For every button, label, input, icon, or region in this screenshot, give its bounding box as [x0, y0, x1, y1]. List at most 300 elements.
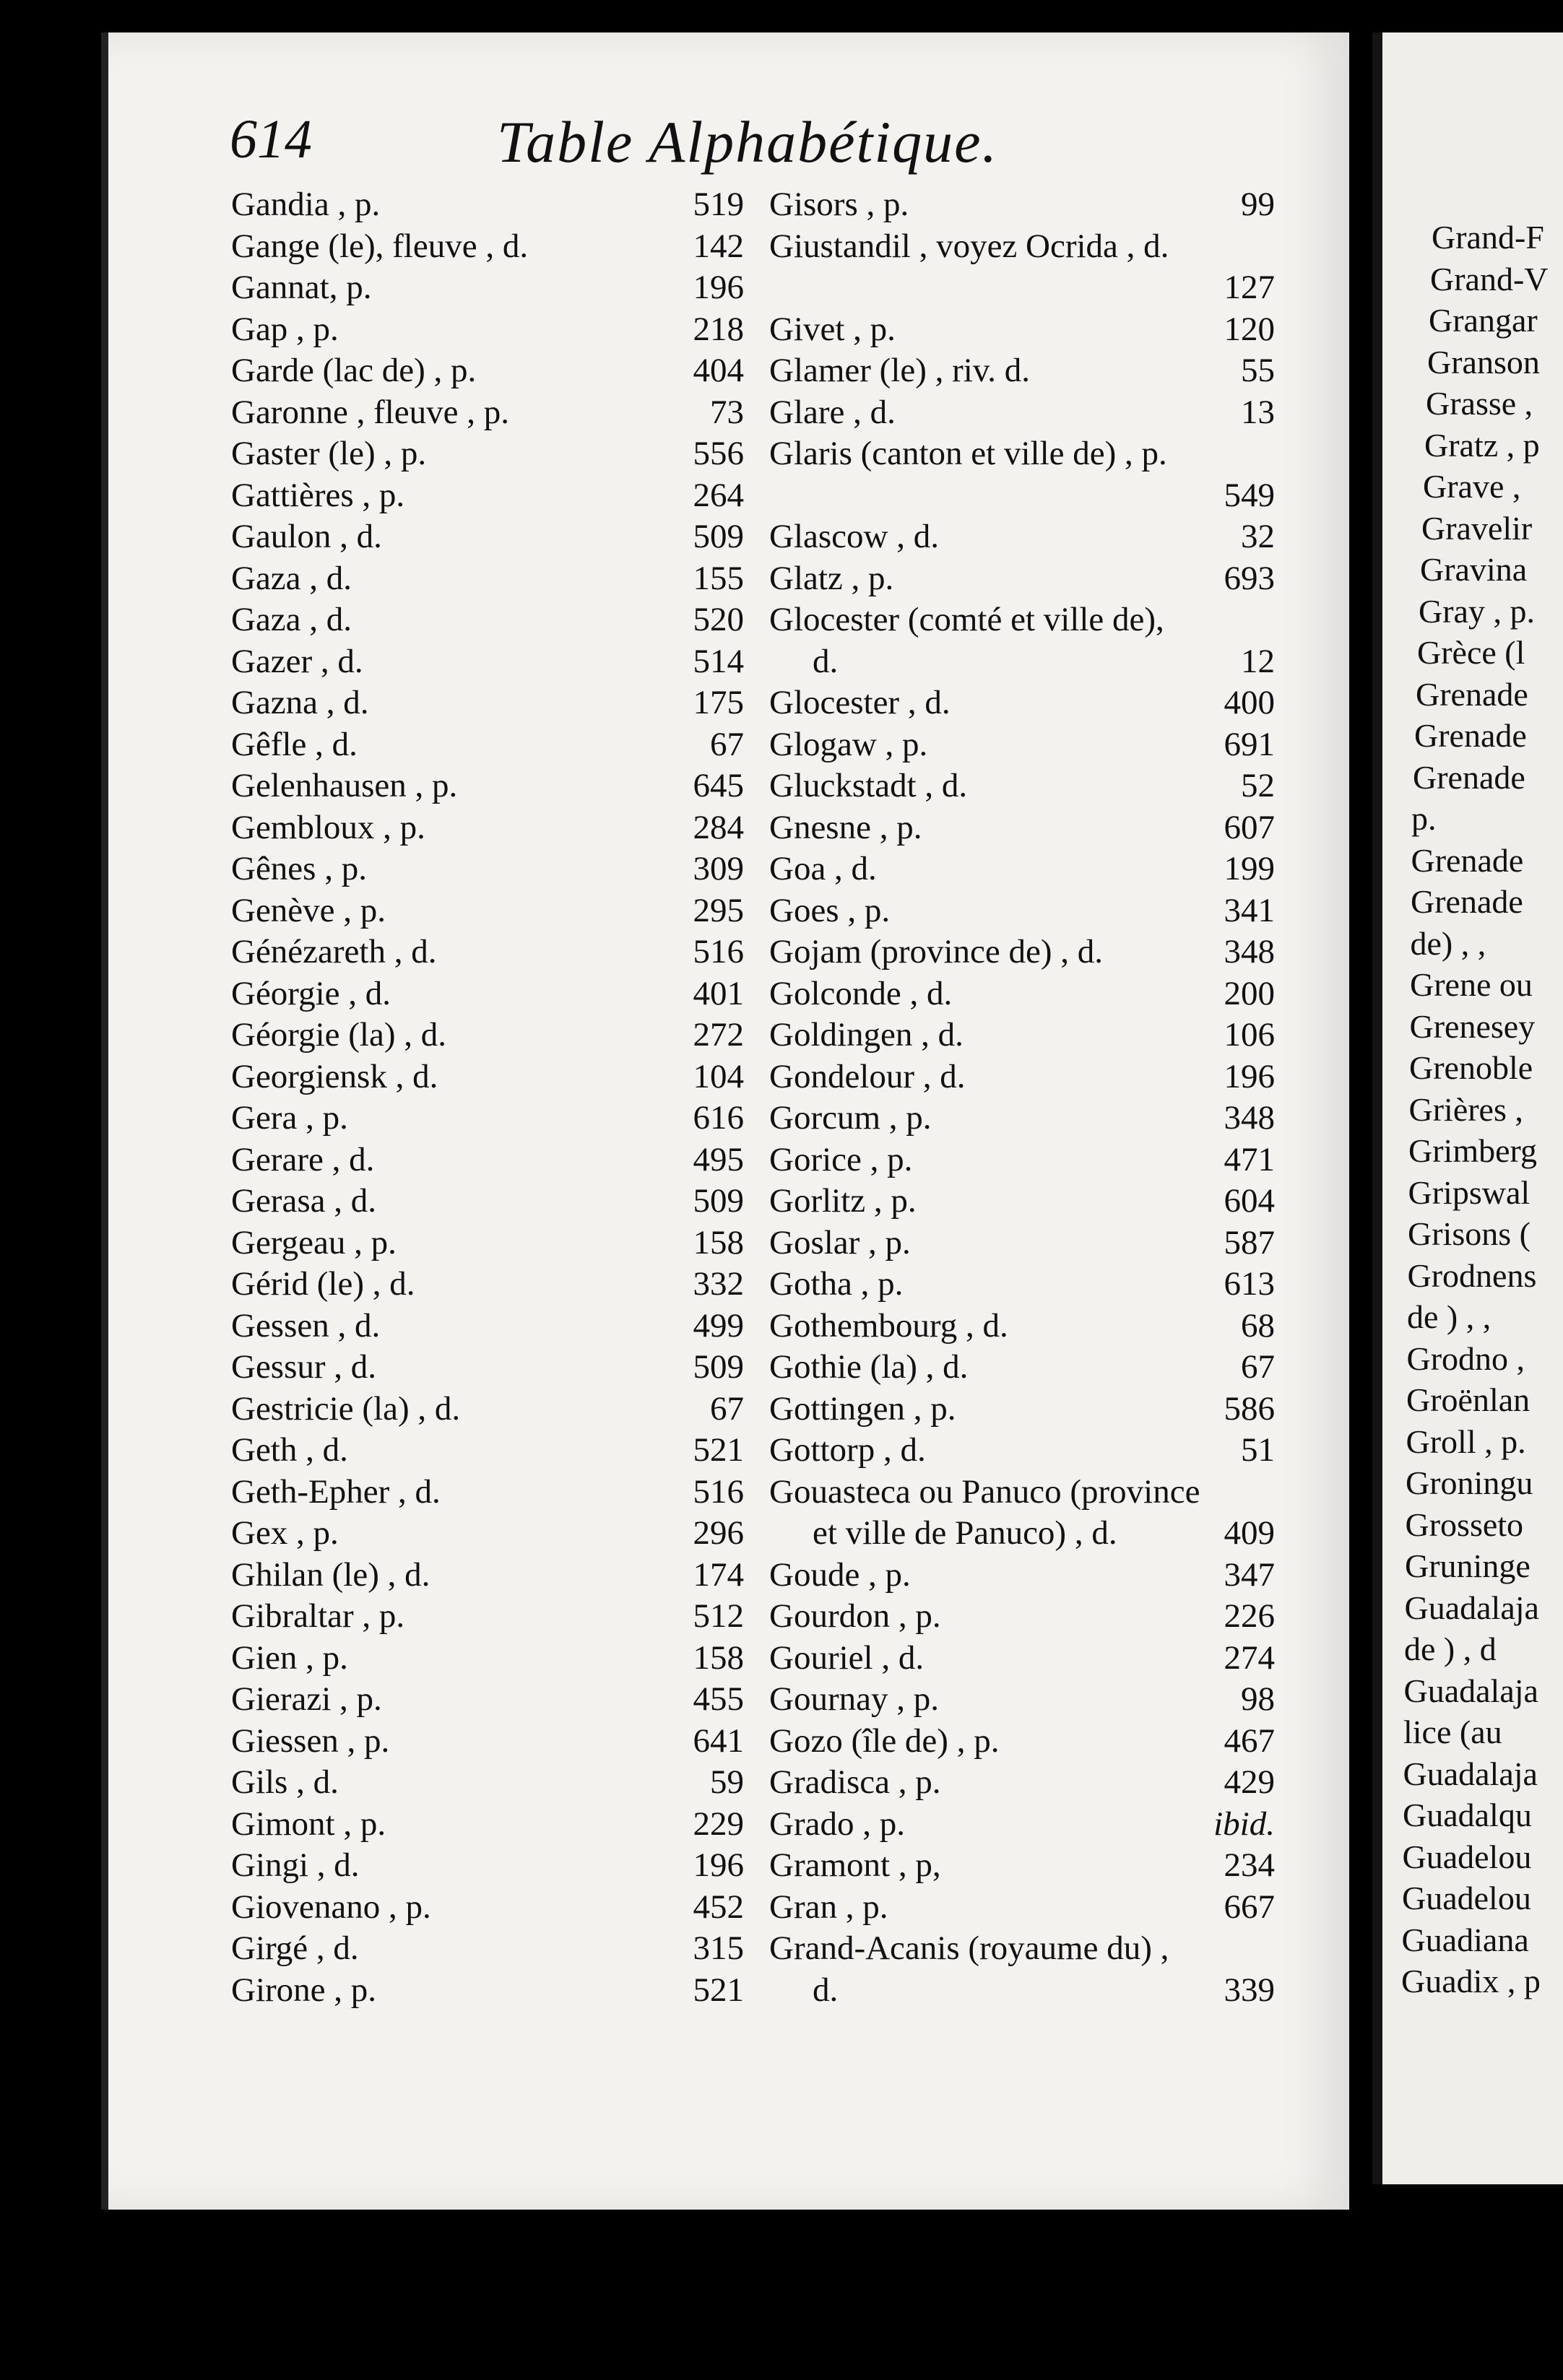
index-entry	[231, 392, 744, 434]
right-page-entry-fragment: Gravina	[1420, 551, 1528, 588]
right-page-entry-fragment: Guadalqu	[1403, 1797, 1532, 1833]
index-entry	[769, 890, 1275, 932]
index-entry	[231, 1430, 744, 1472]
index-column-left	[231, 184, 744, 2011]
entry-name: Grado , p.	[769, 1804, 905, 1843]
entry-name: Gorice , p.	[769, 1140, 913, 1178]
entry-page-number: 509	[693, 1182, 744, 1220]
entry-name: Gimont , p.	[231, 1804, 386, 1843]
right-page-entry-fragment: de ) , d	[1404, 1630, 1497, 1667]
index-entry	[769, 1347, 1275, 1389]
index-entry	[769, 1804, 1275, 1846]
index-entry	[769, 1056, 1275, 1098]
entry-name: Gierazi , p.	[231, 1680, 382, 1718]
entry-page-number: 155	[693, 559, 744, 597]
entry-name: Giessen , p.	[231, 1721, 390, 1760]
right-page-entry-fragment: Groënlan	[1406, 1381, 1530, 1418]
index-entry	[231, 1845, 744, 1887]
index-entry	[231, 1056, 744, 1098]
right-page-entry-fragment: Grenesey	[1409, 1007, 1536, 1045]
entry-page-number: 509	[693, 518, 744, 555]
entry-page-number: 348	[1224, 933, 1275, 970]
index-entry	[231, 1139, 744, 1181]
index-entry	[231, 765, 744, 807]
entry-name: Golconde , d.	[769, 974, 953, 1012]
entry-name: Gozo (île de) , p.	[769, 1721, 1000, 1760]
entry-page-number: 429	[1224, 1763, 1275, 1801]
index-entry	[231, 1181, 744, 1222]
entry-page-number: 645	[693, 767, 744, 804]
entry-page-number: 693	[1224, 559, 1275, 597]
entry-name: Geth , d.	[231, 1431, 348, 1469]
entry-name: Gaulon , d.	[231, 518, 382, 555]
running-title: Table Alphabétique.	[497, 109, 998, 175]
entry-page-number: 196	[1224, 1057, 1275, 1095]
index-entry	[769, 1887, 1275, 1929]
entry-name: Gotha , p.	[769, 1265, 904, 1303]
index-entry	[769, 1015, 1275, 1056]
entry-name: Gaza , d.	[231, 559, 352, 597]
right-page-entry-fragment: Gratz , p	[1424, 426, 1540, 464]
entry-name: Glogaw , p.	[769, 725, 928, 763]
entry-page-number: 495	[693, 1140, 744, 1178]
index-entry	[231, 1347, 744, 1389]
entry-page-number: 452	[693, 1888, 744, 1926]
right-page-entry-fragment: Grières ,	[1408, 1090, 1523, 1128]
index-entry	[231, 1928, 744, 1970]
index-entry	[769, 226, 1275, 268]
entry-name: Grand-Acanis (royaume du) ,	[769, 1929, 1169, 1967]
entry-page-number: 455	[693, 1680, 744, 1718]
right-page-entry-fragment: Guadelou	[1402, 1880, 1531, 1916]
entry-name: Givet , p.	[769, 310, 896, 348]
entry-page-number: 341	[1224, 891, 1275, 929]
entry-page-number: 99	[1241, 186, 1275, 223]
entry-name: Gothie (la) , d.	[769, 1348, 969, 1386]
right-page-entry-fragment: Grimberg	[1408, 1132, 1538, 1169]
right-page-entry-fragment: Groll , p.	[1406, 1423, 1526, 1460]
right-page-entry-fragment: Guadelou	[1402, 1838, 1532, 1875]
entry-name: Gérid (le) , d.	[231, 1265, 415, 1303]
index-entry	[231, 1472, 744, 1513]
index-entry	[769, 1928, 1275, 1970]
right-page-entry-fragment: Grenade	[1411, 841, 1524, 879]
entry-page-number: 514	[693, 642, 744, 680]
index-entry	[231, 973, 744, 1015]
right-page-entry-fragment: Grosseto	[1405, 1506, 1524, 1543]
right-page-entry-fragment: Grenoble	[1409, 1049, 1533, 1086]
entry-name: Girgé , d.	[231, 1929, 359, 1967]
index-entry	[231, 226, 744, 268]
index-entry	[769, 1513, 1275, 1555]
entry-page-number: 613	[1224, 1265, 1275, 1303]
index-entry	[769, 309, 1275, 351]
entry-page-number: 68	[1241, 1306, 1275, 1345]
entry-name: Glare , d.	[769, 393, 896, 431]
entry-name: Glascow , d.	[769, 518, 939, 555]
entry-page-number: 339	[1224, 1971, 1275, 2009]
right-page-entry-fragment: Grave ,	[1423, 468, 1521, 505]
entry-name: Gingi , d.	[231, 1846, 360, 1884]
right-page-entry-fragment: Guadiana	[1401, 1921, 1529, 1958]
entry-page-number: 158	[693, 1638, 744, 1677]
entry-name: Gessur , d.	[231, 1348, 377, 1386]
right-page-entry-fragment: Guadalaja	[1404, 1589, 1539, 1626]
index-entry	[769, 1430, 1275, 1472]
entry-name: Giovenano , p.	[231, 1888, 431, 1926]
entry-page-number: 641	[693, 1721, 744, 1760]
entry-name: Gils , d.	[231, 1763, 339, 1801]
entry-name: Gourdon , p.	[769, 1597, 941, 1635]
entry-name: Gange (le), fleuve , d.	[231, 227, 529, 265]
entry-name: d.	[813, 1971, 839, 2009]
right-page-entry-fragment: Grand-V	[1430, 260, 1549, 298]
index-entry	[769, 392, 1275, 434]
entry-page-number: 127	[1224, 269, 1275, 306]
right-page-entry-fragment: Grenade	[1411, 883, 1523, 920]
right-page-entry-fragment: Guadix , p	[1401, 1963, 1541, 1999]
entry-name: Gran , p.	[769, 1888, 888, 1926]
index-entry	[231, 724, 744, 766]
index-entry	[231, 309, 744, 351]
entry-name: Gazer , d.	[231, 642, 363, 680]
index-entry	[769, 931, 1275, 973]
index-entry	[231, 599, 744, 641]
index-entry	[231, 807, 744, 849]
entry-name: Gera , p.	[231, 1099, 348, 1137]
entry-name: Gibraltar , p.	[231, 1597, 405, 1635]
index-entry	[231, 1098, 744, 1139]
entry-page-number: 106	[1224, 1016, 1275, 1054]
index-entry	[231, 1306, 744, 1347]
index-entry	[769, 973, 1275, 1015]
entry-page-number: 234	[1224, 1846, 1275, 1884]
entry-name: Gradisca , p.	[769, 1763, 941, 1801]
index-entry	[231, 1721, 744, 1763]
entry-page-number: 516	[693, 1472, 744, 1511]
index-entry	[769, 641, 1275, 683]
entry-name: Gien , p.	[231, 1638, 348, 1677]
right-page-entry-fragment: Grangar	[1429, 302, 1538, 339]
right-page-entry-fragment: Guadalaja	[1403, 1672, 1538, 1709]
entry-page-number: 309	[693, 850, 744, 887]
entry-page-number: 142	[693, 227, 744, 265]
entry-page-number: 51	[1241, 1431, 1275, 1469]
entry-name: Gluckstadt , d.	[769, 767, 968, 804]
entry-name: Gergeau , p.	[231, 1223, 397, 1261]
entry-name: Gazna , d.	[231, 684, 369, 721]
entry-page-number: 519	[693, 186, 744, 223]
entry-page-number: 55	[1241, 352, 1275, 389]
entry-name: Gannat, p.	[231, 269, 372, 306]
entry-page-number: 73	[710, 393, 744, 431]
entry-page-number: 549	[1224, 476, 1275, 514]
index-entry	[231, 1264, 744, 1306]
entry-page-number: 587	[1224, 1223, 1275, 1261]
entry-page-number: 272	[693, 1016, 744, 1054]
entry-page-number: 174	[693, 1555, 744, 1594]
entry-name: Geth-Epher , d.	[231, 1472, 441, 1511]
entry-name: Gournay , p.	[769, 1680, 939, 1718]
entry-page-number: 67	[710, 725, 744, 763]
entry-name: Giustandil , voyez Ocrida , d.	[769, 227, 1169, 265]
index-entry	[231, 848, 744, 890]
entry-page-number: 104	[693, 1057, 744, 1095]
right-page-entry-fragment: Gripswal	[1408, 1173, 1530, 1211]
right-page-entry-fragment: Groningu	[1406, 1464, 1533, 1501]
right-page-entry-fragment: Grand-F	[1432, 219, 1544, 256]
entry-name: Génézareth , d.	[231, 933, 437, 970]
entry-page-number: 59	[710, 1763, 744, 1801]
right-page-entry-fragment: Grenade	[1413, 758, 1525, 796]
index-column-right	[769, 184, 1275, 2011]
entry-page-number: 467	[1224, 1721, 1275, 1760]
entry-page-number: 667	[1224, 1888, 1275, 1926]
entry-page-number: 512	[693, 1597, 744, 1635]
entry-page-number: 264	[693, 476, 744, 514]
index-entry	[231, 931, 744, 973]
entry-page-number: 196	[693, 269, 744, 306]
right-page-column	[1403, 217, 1563, 2002]
entry-page-number: 509	[693, 1348, 744, 1386]
entry-name: Gothembourg , d.	[769, 1306, 1008, 1345]
entry-page-number: 120	[1224, 310, 1275, 348]
right-page-entry-fragment: Gray , p.	[1419, 592, 1535, 630]
index-entry	[769, 184, 1275, 226]
entry-name: Gelenhausen , p.	[231, 767, 458, 804]
entry-page-number: 226	[1224, 1597, 1275, 1635]
index-entry	[231, 641, 744, 683]
entry-page-number: 691	[1224, 725, 1275, 763]
entry-name: Goslar , p.	[769, 1223, 911, 1261]
entry-name: Gattières , p.	[231, 476, 405, 514]
index-entry	[231, 1596, 744, 1638]
index-entry	[769, 1222, 1275, 1264]
index-entry	[769, 1472, 1275, 1513]
page-header	[230, 108, 1024, 188]
entry-name: Gramont , p,	[769, 1846, 941, 1884]
entry-name: Genève , p.	[231, 891, 386, 929]
entry-page-number: 607	[1224, 808, 1275, 846]
index-entry	[231, 682, 744, 724]
entry-name: Gouriel , d.	[769, 1638, 925, 1677]
entry-name: Gessen , d.	[231, 1306, 381, 1345]
entry-page-number: 229	[693, 1804, 744, 1843]
entry-name: Gorlitz , p.	[769, 1182, 917, 1220]
entry-name: Glatz , p.	[769, 559, 894, 597]
entry-page-number: 296	[693, 1514, 744, 1552]
entry-name: Ghilan (le) , d.	[231, 1555, 430, 1594]
right-page-entry-fragment: Guadalaja	[1403, 1755, 1538, 1792]
index-entry	[769, 724, 1275, 766]
entry-page-number: 400	[1224, 684, 1275, 721]
entry-page-number: 32	[1241, 518, 1275, 555]
entry-name: Gembloux , p.	[231, 808, 425, 846]
index-entry	[231, 1970, 744, 2012]
entry-page-number: 471	[1224, 1140, 1275, 1178]
entry-page-number: 175	[693, 684, 744, 721]
entry-name: Girone , p.	[231, 1971, 377, 2009]
entry-name: Gerasa , d.	[231, 1182, 376, 1220]
entry-name: Gaster (le) , p.	[231, 435, 427, 472]
index-entry	[769, 1762, 1275, 1804]
right-page-entry-fragment: Grene ou	[1410, 966, 1533, 1003]
entry-name: Goa , d.	[769, 850, 877, 887]
index-entry	[231, 1638, 744, 1680]
entry-page-number: 604	[1224, 1182, 1275, 1220]
entry-page-number: 13	[1241, 393, 1275, 431]
entry-page-number: 556	[693, 435, 744, 472]
entry-name: Gisors , p.	[769, 186, 909, 223]
entry-name: Georgiensk , d.	[231, 1057, 438, 1095]
entry-page-number: 616	[693, 1099, 744, 1137]
index-entry	[231, 516, 744, 558]
index-entry	[769, 1638, 1275, 1680]
index-entry	[769, 1555, 1275, 1597]
index-entry	[231, 184, 744, 226]
entry-name: et ville de Panuco) , d.	[813, 1514, 1117, 1552]
entry-name: Gex , p.	[231, 1514, 339, 1552]
entry-page-number: 196	[693, 1846, 744, 1884]
entry-name: Gottorp , d.	[769, 1431, 926, 1469]
index-entry	[769, 1306, 1275, 1347]
right-page-edge	[1372, 32, 1563, 2184]
entry-name: Gondelour , d.	[769, 1057, 966, 1095]
index-entry	[231, 890, 744, 932]
index-entry	[769, 475, 1275, 517]
entry-name: Gouasteca ou Panuco (province	[769, 1472, 1200, 1511]
entry-page-number: 404	[693, 352, 744, 389]
index-entry	[231, 1222, 744, 1264]
right-page-entry-fragment: Grodnens	[1407, 1256, 1537, 1294]
entry-page-number: 200	[1224, 974, 1275, 1012]
index-entry	[769, 1389, 1275, 1430]
entry-page-number: 284	[693, 808, 744, 846]
right-page-entry-fragment: Grisons (	[1408, 1215, 1530, 1252]
entry-page-number: 52	[1241, 767, 1275, 804]
index-entry	[231, 1804, 744, 1846]
entry-name: Goldingen , d.	[769, 1016, 964, 1054]
entry-page-number: 274	[1224, 1638, 1275, 1677]
entry-name: Gestricie (la) , d.	[231, 1389, 461, 1428]
entry-page-number: 586	[1224, 1389, 1275, 1428]
index-entry	[769, 433, 1275, 475]
index-entry	[231, 1015, 744, 1056]
entry-name: Gênes , p.	[231, 850, 367, 887]
index-entry	[769, 1679, 1275, 1721]
index-entry	[769, 765, 1275, 807]
entry-page-number: 521	[693, 1431, 744, 1469]
entry-name: Gap , p.	[231, 310, 339, 348]
entry-name: Gaza , d.	[231, 601, 352, 638]
entry-page-number: 98	[1241, 1680, 1275, 1718]
index-entry	[231, 475, 744, 517]
index-entry	[769, 516, 1275, 558]
entry-page-number: 315	[693, 1929, 744, 1967]
index-entry	[769, 350, 1275, 392]
right-page-entry-fragment: Granson	[1427, 343, 1540, 381]
entry-page-number: 199	[1224, 850, 1275, 887]
entry-name: Gnesne , p.	[769, 808, 922, 846]
index-entry	[231, 1555, 744, 1597]
entry-page-number: 332	[693, 1265, 744, 1303]
entry-name: Gêfle , d.	[231, 725, 358, 763]
index-entry	[769, 1596, 1275, 1638]
index-entry	[231, 1513, 744, 1555]
right-page-entry-fragment: Grenade	[1416, 675, 1528, 713]
entry-name: Glocester , d.	[769, 684, 951, 721]
right-page-entry-fragment: Grasse ,	[1426, 385, 1533, 422]
index-entry	[769, 1721, 1275, 1763]
entry-page-number: 67	[1241, 1348, 1275, 1386]
entry-name: Glaris (canton et ville de) , p.	[769, 435, 1167, 472]
right-page-entry-fragment: Gravelir	[1421, 509, 1533, 547]
entry-page-number: 347	[1224, 1555, 1275, 1594]
index-entry	[769, 848, 1275, 890]
entry-name: Glamer (le) , riv. d.	[769, 352, 1031, 389]
index-entry	[231, 558, 744, 600]
right-page-entry-fragment: Grodno ,	[1406, 1339, 1525, 1377]
entry-name: d.	[813, 642, 839, 680]
entry-name: Géorgie (la) , d.	[231, 1016, 446, 1054]
entry-page-number: ibid.	[1213, 1804, 1275, 1843]
entry-name: Gorcum , p.	[769, 1099, 932, 1137]
right-page-entry-fragment: lice (au	[1403, 1714, 1502, 1750]
right-page-entry-fragment: de) , ,	[1410, 924, 1486, 962]
entry-page-number: 158	[693, 1223, 744, 1261]
right-page-entry-fragment: Grèce (l	[1417, 634, 1525, 671]
index-entry	[769, 558, 1275, 600]
entry-name: Géorgie , d.	[231, 974, 391, 1012]
right-page-entry-fragment: Gruninge	[1405, 1547, 1530, 1584]
entry-name: Gerare , d.	[231, 1140, 375, 1178]
right-page-entry-fragment: Grenade	[1414, 717, 1527, 754]
index-entry	[231, 1887, 744, 1929]
entry-page-number: 401	[693, 974, 744, 1012]
entry-page-number: 12	[1241, 642, 1275, 680]
index-entry	[769, 1181, 1275, 1222]
index-entry	[769, 807, 1275, 849]
entry-name: Goes , p.	[769, 891, 891, 929]
index-entry	[231, 1762, 744, 1804]
index-entry	[231, 267, 744, 309]
index-entry	[769, 1970, 1275, 2012]
entry-name: Garonne , fleuve , p.	[231, 393, 509, 431]
page-number: 614	[230, 109, 312, 170]
index-entry	[769, 1264, 1275, 1306]
entry-page-number: 409	[1224, 1514, 1275, 1552]
entry-name: Garde (lac de) , p.	[231, 352, 477, 389]
entry-page-number: 521	[693, 1971, 744, 2009]
index-entry	[769, 682, 1275, 724]
index-entry	[769, 1098, 1275, 1139]
index-entry	[769, 1845, 1275, 1887]
entry-page-number: 520	[693, 601, 744, 638]
entry-page-number: 295	[693, 891, 744, 929]
right-page-entry-fragment: p.	[1411, 800, 1437, 837]
index-entry	[769, 267, 1275, 309]
entry-page-number: 348	[1224, 1099, 1275, 1137]
index-entry	[231, 350, 744, 392]
entry-name: Gottingen , p.	[769, 1389, 956, 1428]
index-entry	[231, 433, 744, 475]
entry-page-number: 67	[710, 1389, 744, 1428]
entry-name: Glocester (comté et ville de),	[769, 601, 1164, 638]
entry-page-number: 516	[693, 933, 744, 970]
entry-name: Goude , p.	[769, 1555, 911, 1594]
entry-name: Gojam (province de) , d.	[769, 933, 1104, 970]
right-page-entry-fragment: de ) , ,	[1407, 1298, 1491, 1335]
